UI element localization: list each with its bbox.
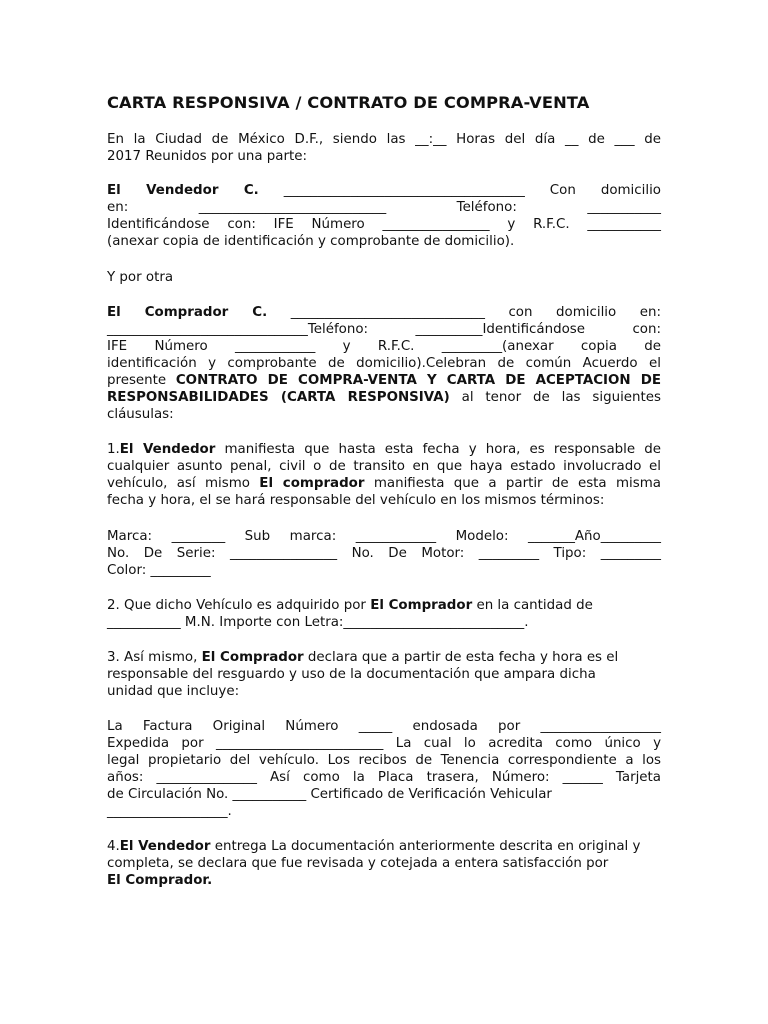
vehicle-line-1: Marca: ________ Sub marca: ____________ Modelo: _______Año_________ bbox=[107, 529, 661, 544]
document-title: CARTA RESPONSIVA / CONTRATO DE COMPRA-VENTA bbox=[107, 93, 590, 112]
invoice-line-4: años: _______________ Así como la Placa trasera, Número: ______ Tarjeta bbox=[107, 770, 661, 785]
buyer-label: El Comprador C. bbox=[107, 305, 268, 320]
clause-4-line-1: 4.El Vendedor entrega La documentación anteriormente descrita en original y bbox=[107, 839, 641, 854]
clause-3-line-2: responsable del resguardo y uso de la documentación que ampara dicha bbox=[107, 667, 596, 682]
buyer-paragraph bbox=[107, 304, 661, 423]
other-party-text: Y por otra bbox=[107, 270, 174, 285]
intro-line-2: 2017 Reunidos por una parte: bbox=[107, 149, 307, 164]
buyer-line-2: ______________________________Teléfono: __________Identificándose con: bbox=[107, 322, 661, 337]
clause-3 bbox=[107, 649, 661, 700]
clause-2-line-1: 2. Que dicho Vehículo es adquirido por El Comprador en la cantidad de bbox=[107, 598, 593, 613]
clause-1-line-3: vehículo, así mismo El comprador manifiesta que a partir de esta misma bbox=[107, 476, 661, 491]
seller-line-2: en: ____________________________ Teléfono: ___________ bbox=[107, 200, 661, 215]
clause-1-line-2: cualquier asunto penal, civil o de transito en que haya estado involucrado el bbox=[107, 459, 661, 474]
buyer-line-6: RESPONSABILIDADES (CARTA RESPONSIVA) al tenor de las siguientes bbox=[107, 390, 661, 405]
clause-3-line-1: 3. Así mismo, El Comprador declara que a partir de esta fecha y hora es el bbox=[107, 650, 619, 665]
clause-4 bbox=[107, 838, 661, 889]
seller-paragraph bbox=[107, 182, 661, 250]
seller-line-3: Identificándose con: IFE Número ________________ y R.F.C. ___________ bbox=[107, 217, 661, 232]
buyer-line-5: presente CONTRATO DE COMPRA-VENTA Y CARTA DE ACEPTACION DE bbox=[107, 373, 661, 388]
buyer-line-1: El Comprador C. _____________________________ con domicilio en: bbox=[107, 305, 662, 320]
seller-line-4: (anexar copia de identificación y comprobante de domicilio). bbox=[107, 234, 515, 249]
vehicle-line-3: Color: _________ bbox=[107, 563, 211, 578]
seller-label: El Vendedor C. bbox=[107, 183, 259, 198]
invoice-line-2: Expedida por _________________________ La cual lo acredita como único y bbox=[107, 736, 661, 751]
invoice-paragraph bbox=[107, 718, 661, 820]
intro-paragraph bbox=[107, 131, 661, 165]
clause-2-line-2: ___________ M.N. Importe con Letra:___________________________. bbox=[107, 615, 529, 630]
clause-4-line-2: completa, se declara que fue revisada y cotejada a entera satisfacción por bbox=[107, 856, 609, 871]
intro-line-1: En la Ciudad de México D.F., siendo las __:__ Horas del día __ de ___ de bbox=[107, 132, 661, 147]
clause-1-line-4: fecha y hora, el se hará responsable del vehículo en los mismos términos: bbox=[107, 493, 605, 508]
invoice-line-5: de Circulación No. ___________ Certificado de Verificación Vehicular bbox=[107, 787, 552, 802]
clause-1-line-1: 1.El Vendedor manifiesta que hasta esta fecha y hora, es responsable de bbox=[107, 442, 662, 457]
clause-2 bbox=[107, 597, 661, 631]
invoice-line-1: La Factura Original Número _____ endosada por __________________ bbox=[107, 719, 661, 734]
buyer-line-7: cláusulas: bbox=[107, 407, 174, 422]
buyer-line-4: identificación y comprobante de domicilio).Celebran de común Acuerdo el bbox=[107, 356, 661, 371]
vehicle-fields bbox=[107, 528, 661, 579]
buyer-line-3: IFE Número ____________ y R.F.C. _________(anexar copia de bbox=[107, 339, 661, 354]
invoice-line-3: legal propietario del vehículo. Los recibos de Tenencia correspondiente a los bbox=[107, 753, 661, 768]
clause-4-line-3: El Comprador. bbox=[107, 873, 213, 888]
invoice-line-6: __________________. bbox=[107, 804, 232, 819]
seller-line-1: El Vendedor C. ____________________________________ Con domicilio bbox=[107, 183, 661, 198]
clause-1 bbox=[107, 441, 661, 509]
clause-3-line-3: unidad que incluye: bbox=[107, 684, 240, 699]
vehicle-line-2: No. De Serie: ________________ No. De Motor: _________ Tipo: _________ bbox=[107, 546, 661, 561]
